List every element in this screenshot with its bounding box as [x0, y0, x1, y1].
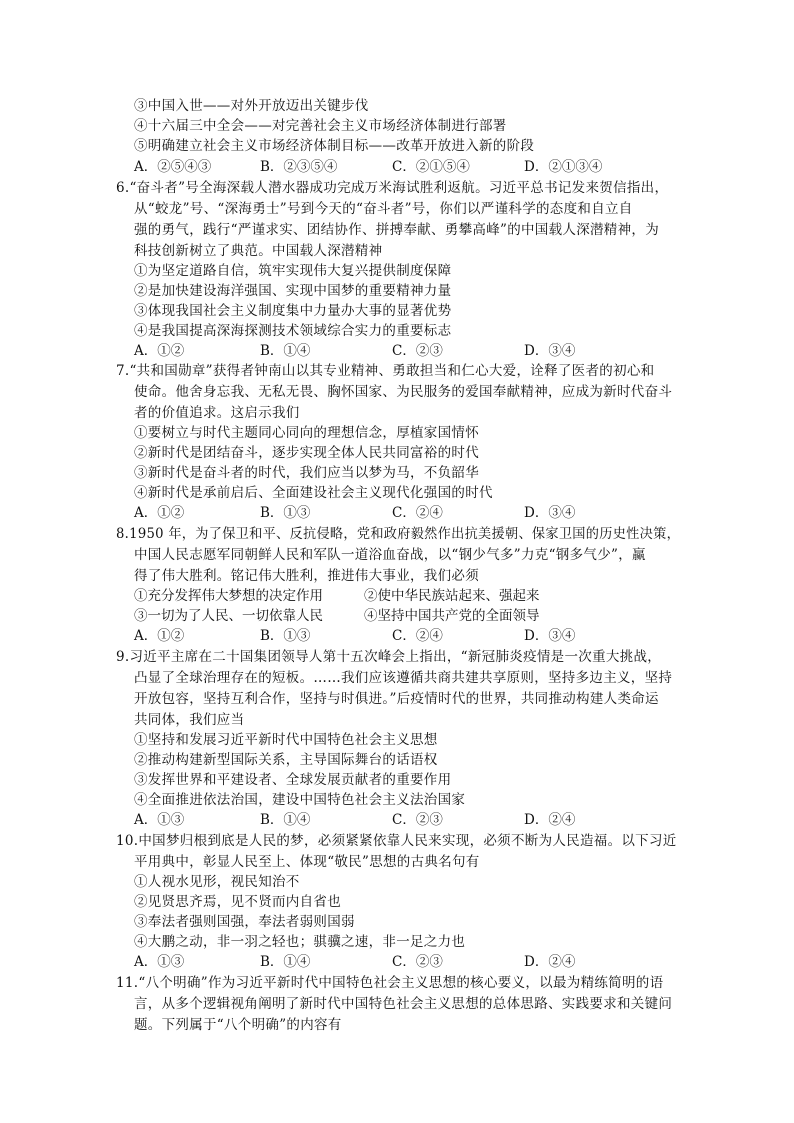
list-item: ①坚持和发展习近平新时代中国特色社会主义思想: [134, 732, 438, 748]
list-item: ③中国入世——对外开放迈出关键步伐: [134, 98, 369, 114]
list-item: ④十六届三中全会——对完善社会主义市场经济体制进行部署: [134, 118, 507, 134]
option-b: B．①④: [260, 812, 311, 828]
option-c: C．②③: [392, 343, 443, 359]
question-stem: 8.1950 年，为了保卫和平、反抗侵略，党和政府毅然作出抗美援朝、保家卫国的历史性决策，: [116, 526, 681, 542]
list-item: ③奉法者强则国强，奉法者弱则国弱: [134, 914, 355, 930]
list-item: ③新时代是奋斗者的时代，我们应当以梦为马，不负韶华: [134, 465, 479, 481]
option-b: B．①④: [260, 954, 311, 970]
list-item: ①充分发挥伟大梦想的决定作用: [134, 588, 323, 604]
question-stem: 11.“八个明确”作为习近平新时代中国特色社会主义思想的核心要义，以最为精练简明的语: [116, 975, 664, 991]
question-stem: 者的价值追求。这启示我们: [134, 405, 300, 421]
option-d: D．③④: [524, 343, 576, 359]
list-item: ④全面推进依法治国，建设中国特色社会主义法治国家: [134, 792, 466, 808]
option-b: B．①④: [260, 343, 311, 359]
option-a: A．②⑤④③: [134, 159, 212, 175]
option-d: D．②④: [524, 954, 576, 970]
question-stem: 凸显了全球治理存在的短板。……我们应该遵循共商共建共享原则，坚持多边主义，坚持: [134, 670, 673, 686]
list-item: ④是我国提高深海探测技术领域综合实力的重要标志: [134, 323, 452, 339]
question-stem: 题。下列属于“八个明确”的内容有: [134, 1017, 342, 1033]
question-stem: 7.“共和国勋章”获得者钟南山以其专业精神、勇敢担当和仁心大爱，诠释了医者的初心和: [116, 363, 655, 379]
list-item: ②见贤思齐焉，见不贤而内自省也: [134, 894, 341, 910]
list-item: ②推动构建新型国际关系，主导国际舞台的话语权: [134, 752, 438, 768]
question-stem: 科技创新树立了典范。中国载人深潜精神: [134, 243, 383, 259]
option-d: D．②④: [524, 812, 576, 828]
option-d: D．③④: [524, 505, 576, 521]
question-stem: 使命。他舍身忘我、无私无畏、胸怀国家、为民服务的爱国奉献精神，应成为新时代奋斗: [134, 384, 673, 400]
option-d: D．②①③④: [524, 159, 603, 175]
option-c: C．②①⑤④: [392, 159, 470, 175]
question-stem: 9.习近平主席在二十国集团领导人第十五次峰会上指出，“新冠肺炎疫情是一次重大挑战，: [116, 649, 662, 665]
option-a: A．①②: [134, 505, 185, 521]
list-item: ③体现我国社会主义制度集中力量办大事的显著优势: [134, 303, 452, 319]
question-stem: 强的勇气，践行“严谨求实、团结协作、拼搏奉献、勇攀高峰”的中国载人深潜精神，为: [134, 222, 660, 238]
list-item: ①要树立与时代主题同心同向的理想信念，厚植家国情怀: [134, 425, 479, 441]
list-item: ①人视水见形，视民知治不: [134, 874, 300, 890]
option-a: A．①③: [134, 954, 185, 970]
question-stem: 6.“奋斗者”号全海深载人潜水器成功完成万米海试胜利返航。习近平总书记发来贺信指出，: [116, 180, 669, 196]
list-item: ④新时代是承前启后、全面建设社会主义现代化强国的时代: [134, 485, 493, 501]
question-stem: 从“蛟龙”号、“深海勇士”号到今天的“奋斗者”号，你们以严谨科学的态度和自立自: [134, 201, 633, 217]
question-stem: 开放包容，坚持互利合作，坚持与时俱进。”后疫情时代的世界，共同推动构建人类命运: [134, 691, 659, 707]
question-stem: 得了伟大胜利。铭记伟大胜利，推进伟大事业，我们必须: [134, 568, 479, 584]
list-item: ⑤明确建立社会主义市场经济体制目标——改革开放进入新的阶段: [134, 138, 535, 154]
option-c: C．②③: [392, 812, 443, 828]
question-stem: 共同体，我们应当: [134, 712, 245, 728]
list-item: ②使中华民族站起来、强起来: [364, 588, 540, 604]
list-item: ②新时代是团结奋斗，逐步实现全体人民共同富裕的时代: [134, 445, 479, 461]
list-item: ①为坚定道路自信，筑牢实现伟大复兴提供制度保障: [134, 263, 452, 279]
option-d: D．③④: [524, 628, 576, 644]
question-stem: 言，从多个逻辑视角阐明了新时代中国特色社会主义思想的总体思路、实践要求和关键问: [134, 996, 673, 1012]
option-b: B．①③: [260, 505, 311, 521]
option-a: A．①②: [134, 628, 185, 644]
list-item: ③一切为了人民、一切依靠人民: [134, 608, 323, 624]
option-a: A．①②: [134, 343, 185, 359]
option-c: C．②④: [392, 628, 443, 644]
option-b: B．①③: [260, 628, 311, 644]
list-item: ③发挥世界和平建设者、全球发展贡献者的重要作用: [134, 772, 452, 788]
question-stem: 10.中国梦归根到底是人民的梦，必须紧紧依靠人民来实现，必须不断为人民造福。以下习近: [116, 833, 677, 849]
option-a: A．①③: [134, 812, 185, 828]
question-stem: 中国人民志愿军同朝鲜人民和军队一道浴血奋战，以“钢少气多”力克“钢多气少”，赢: [134, 547, 646, 563]
list-item: ④坚持中国共产党的全面领导: [364, 608, 540, 624]
option-b: B．②③⑤④: [260, 159, 338, 175]
list-item: ④大鹏之动，非一羽之轻也；骐骥之速，非一足之力也: [134, 934, 466, 950]
question-stem: 平用典中，彰显人民至上、体现“敬民”思想的古典名句有: [134, 854, 480, 870]
option-c: C．②③: [392, 954, 443, 970]
list-item: ②是加快建设海洋强国、实现中国梦的重要精神力量: [134, 283, 452, 299]
option-c: C．②④: [392, 505, 443, 521]
